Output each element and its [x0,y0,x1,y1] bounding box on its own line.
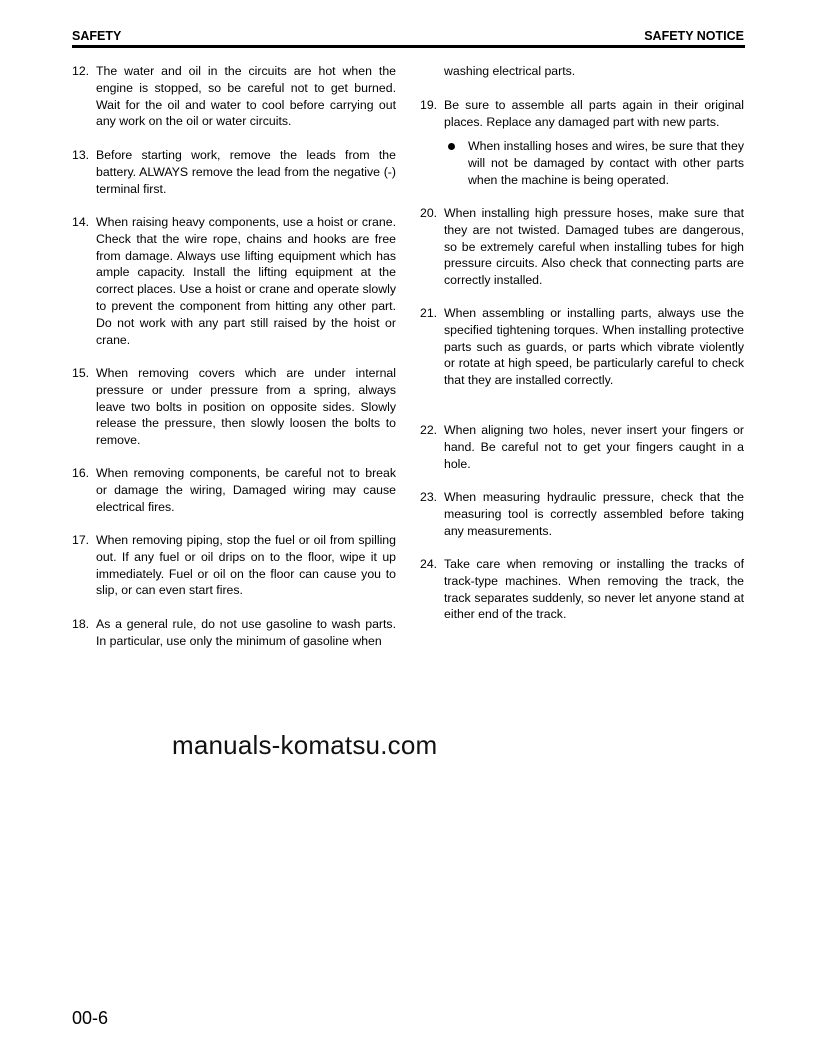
list-item [72,63,396,130]
list-item [420,556,744,623]
item-number: 12. [72,64,90,78]
item-number: 21. [420,306,438,320]
item-number: 17. [72,533,90,547]
item-number: 13. [72,148,90,162]
item-text: When aligning two holes, never insert your fingers or hand. Be careful not to get your fingers caught in a hole. [444,423,744,471]
list-item-continuation [420,63,744,80]
item-number: 19. [420,98,438,112]
list-item [72,465,396,515]
item-text: When removing components, be careful not to break or damage the wiring, Damaged wiring may cause electrical fires. [96,466,396,514]
item-text: When removing covers which are under internal pressure or under pressure from a spring, always leave two bolts in position on opposite sides. Slowly release the pressure, then slowly loosen the bolts to remove. [96,366,396,448]
section-header-left: SAFETY [72,29,122,43]
item-text: When installing high pressure hoses, make sure that they are not twisted. Damaged tubes are dangerous, so be extremely careful when installing tubes for high pressure circuits. Also check that connecting parts are correctly installed. [444,206,744,288]
list-item [72,616,396,650]
item-text: Be sure to assemble all parts again in their original places. Replace any damaged part with new parts. [444,98,744,129]
item-text: Before starting work, remove the leads from the battery. ALWAYS remove the lead from the negative (-) terminal first. [96,148,396,196]
item-text: Take care when removing or installing the tracks of track-type machines. When removing the track, the track separates suddenly, so never let anyone stand at either end of the track. [444,557,744,622]
item-text: When removing piping, stop the fuel or oil from spilling out. If any fuel or oil drips on to the floor, wipe it up immediately. Fuel or oil on the floor can cause you to slip, or can even start fires. [96,533,396,598]
item-number: 16. [72,466,90,480]
list-item [72,214,396,348]
item-text: washing electrical parts. [444,64,576,78]
item-text: When assembling or installing parts, always use the specified tightening torques. When installing protective parts such as guards, or parts which vibrate violently or rotate at high speed, be particularly careful to check that they are installed correctly. [444,306,744,388]
list-item [72,532,396,599]
list-item [420,305,744,389]
header-rule [72,45,745,48]
list-item [420,205,744,289]
page-number: 00-6 [72,1008,109,1028]
list-item [420,97,744,131]
bullet-item [444,138,744,188]
list-item [420,422,744,472]
list-item [72,365,396,449]
section-header-right: SAFETY NOTICE [644,29,744,43]
bullet-icon [448,143,455,150]
item-number: 22. [420,423,438,437]
item-number: 24. [420,557,438,571]
bullet-text: When installing hoses and wires, be sure that they will not be damaged by contact with other parts when the machine is being operated. [468,139,744,187]
item-text: When measuring hydraulic pressure, check that the measuring tool is correctly assembled before taking any measurements. [444,490,744,538]
list-item [72,147,396,197]
item-number: 18. [72,617,90,631]
item-number: 14. [72,215,90,229]
item-text: When raising heavy components, use a hoist or crane. Check that the wire rope, chains and hooks are free from damage. Always use lifting equipment which has ample capacity. Install the lifting equipment at the correct places. Use a hoist or crane and operate slowly to prevent the component from hitting any other part. Do not work with any part still raised by the hoist or crane. [96,215,396,347]
item-text: The water and oil in the circuits are hot when the engine is stopped, so be careful not to get burned. Wait for the oil and water to cool before carrying out any work on the oil or water circuits. [96,64,396,129]
item-number: 20. [420,206,438,220]
watermark: manuals-komatsu.com [172,730,438,760]
item-text: As a general rule, do not use gasoline to wash parts. In particular, use only the minimum of gasoline when [96,617,396,648]
list-item [420,489,744,539]
item-number: 15. [72,366,90,380]
item-number: 23. [420,490,438,504]
